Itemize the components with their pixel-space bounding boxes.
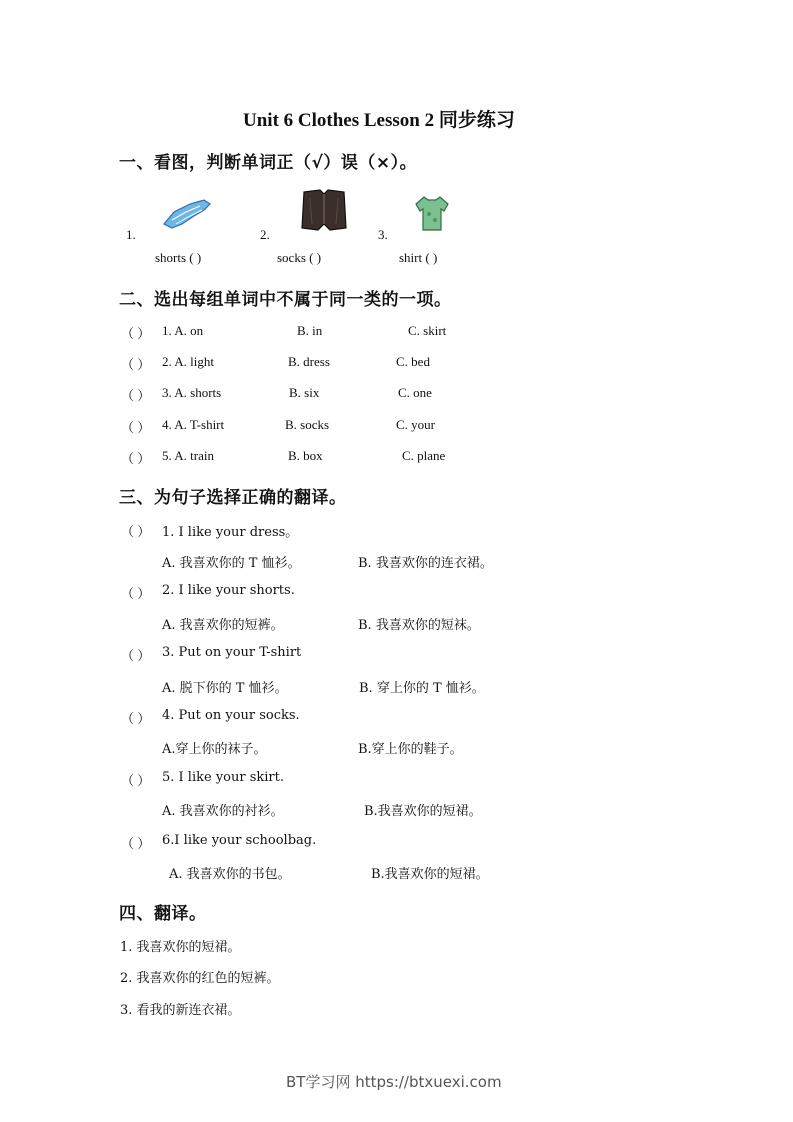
answer-bracket: （ ） (121, 648, 151, 663)
option-c: C. skirt (408, 323, 447, 338)
answer-bracket: （ ） (121, 357, 151, 372)
option-b: B. in (297, 323, 323, 338)
option-a: A. 我喜欢你的衬衫。 (162, 804, 284, 819)
option-a: A. 脱下你的 T 恤衫。 (162, 681, 288, 696)
item-number: 2. (260, 227, 270, 242)
question-text: 2. I like your shorts. (162, 583, 295, 598)
question-text: 1. I like your dress。 (162, 525, 299, 540)
option-b: B. 穿上你的 T 恤衫。 (359, 681, 485, 696)
answer-bracket: （ ） (121, 451, 151, 466)
answer-bracket: （ ） (121, 388, 151, 403)
option-b: B.我喜欢你的短裙。 (364, 804, 482, 819)
option-a: A. 我喜欢你的书包。 (169, 867, 291, 882)
option-a: 3. A. shorts (162, 385, 222, 400)
answer-bracket: （ ） (121, 773, 151, 788)
section1-heading: 一、看图，判断单词正（√）误（×）。 (119, 153, 418, 173)
option-b: B. 我喜欢你的短袜。 (358, 618, 480, 633)
option-a: A.穿上你的袜子。 (162, 742, 267, 757)
word-answer: socks ( ) (277, 250, 322, 265)
question-text: 3. Put on your T-shirt (162, 645, 302, 660)
word-answer: shirt ( ) (399, 250, 438, 265)
footer-watermark: BT学习网 https://btxuexi.com (286, 1073, 502, 1091)
option-b: B. socks (285, 417, 330, 432)
blue-shirt-picture (160, 198, 212, 234)
option-b: B. dress (288, 354, 330, 369)
section2-heading: 二、选出每组单词中不属于同一类的一项。 (119, 290, 452, 310)
option-a: 2. A. light (162, 354, 215, 369)
answer-bracket: （ ） (121, 711, 151, 726)
option-a: 4. A. T-shirt (162, 417, 225, 432)
answer-bracket: （ ） (121, 326, 151, 341)
item-number: 3. (378, 227, 388, 242)
option-b: B. box (288, 448, 323, 463)
option-c: C. plane (402, 448, 446, 463)
question-text: 4. Put on your socks. (162, 708, 300, 723)
answer-bracket: （ ） (121, 586, 151, 601)
answer-bracket: （ ） (121, 524, 151, 539)
answer-bracket: （ ） (121, 836, 151, 851)
option-a: 5. A. train (162, 448, 214, 463)
translation-item: 1. 我喜欢你的短裙。 (120, 940, 241, 955)
option-b: B.我喜欢你的短裙。 (371, 867, 489, 882)
section4-heading: 四、翻译。 (119, 904, 207, 924)
answer-bracket: （ ） (121, 420, 151, 435)
green-tshirt-picture (414, 194, 450, 238)
item-number: 1. (126, 227, 136, 242)
option-a: A. 我喜欢你的 T 恤衫。 (162, 556, 301, 571)
option-b: B. six (289, 385, 320, 400)
question-text: 5. I like your skirt. (162, 770, 284, 785)
translation-item: 3. 看我的新连衣裙。 (120, 1003, 241, 1018)
page-title: Unit 6 Clothes Lesson 2 同步练习 (243, 110, 515, 131)
option-a: 1. A. on (162, 323, 204, 338)
option-b: B. 我喜欢你的连衣裙。 (358, 556, 493, 571)
option-c: C. one (398, 385, 432, 400)
option-a: A. 我喜欢你的短裤。 (162, 618, 284, 633)
option-b: B.穿上你的鞋子。 (358, 742, 463, 757)
translation-item: 2. 我喜欢你的红色的短裤。 (120, 971, 280, 986)
word-answer: shorts ( ) (155, 250, 202, 265)
option-c: C. bed (396, 354, 430, 369)
option-c: C. your (396, 417, 435, 432)
section3-heading: 三、为句子选择正确的翻译。 (119, 488, 347, 508)
question-text: 6.I like your schoolbag. (162, 833, 317, 848)
dark-coat-picture (300, 188, 348, 236)
